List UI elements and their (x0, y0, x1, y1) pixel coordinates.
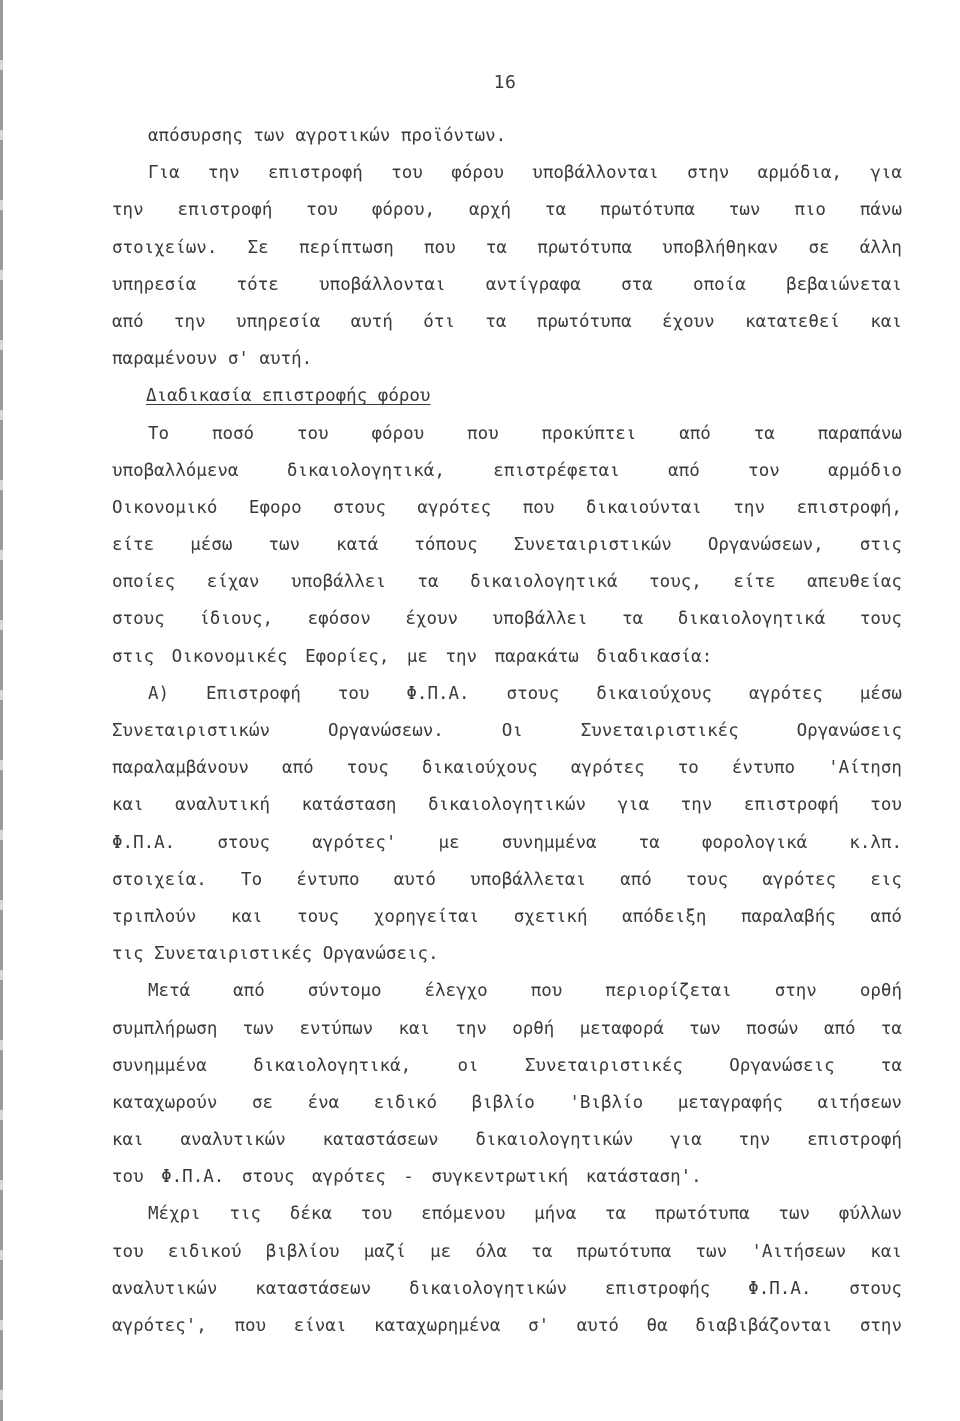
word: έντυπο (731, 758, 796, 779)
word: τα (485, 311, 507, 332)
word: κατάσταση (301, 795, 397, 816)
word: στα (621, 274, 653, 295)
word: του (870, 795, 902, 816)
word: τα (880, 1055, 902, 1076)
word: Οικονομικές (171, 646, 288, 667)
word: και (870, 1241, 902, 1262)
word: αναλυτική (175, 795, 270, 816)
word: του (360, 1204, 393, 1225)
word: φορολογικά (701, 832, 808, 853)
word: επιστροφής (604, 1278, 711, 1299)
word: την (112, 200, 144, 221)
word: και (870, 311, 902, 332)
word: δικαιολογητικών (409, 1278, 568, 1299)
word: για (670, 1130, 702, 1151)
text-line (112, 564, 902, 601)
word: από (282, 758, 314, 779)
text-line (112, 601, 902, 638)
word: του (306, 200, 338, 221)
word: δικαιολογητικά, (253, 1055, 412, 1076)
word: που (234, 1316, 267, 1336)
word: που (424, 237, 456, 258)
word: 'Αιτήσεων (751, 1241, 847, 1262)
scan-margin-edge (0, 0, 3, 1421)
word: συγκεντρωτική (431, 1167, 569, 1188)
word: στις (112, 646, 155, 667)
word: ποσών (746, 1018, 799, 1039)
word: και (112, 1130, 144, 1151)
word: ορθή (512, 1018, 555, 1039)
word: υποβαλλόμενα (112, 460, 239, 481)
word: Το (148, 423, 170, 444)
word: Φ.Π.Α. (112, 832, 176, 853)
word: παρακάτω (494, 646, 579, 667)
text-line (112, 787, 902, 824)
word: είτε (112, 535, 155, 556)
word: Οργανώσεων. (327, 721, 444, 741)
word: δικαιολογητικά (470, 572, 618, 593)
word: υποβάλλονται (532, 163, 659, 184)
word: στους (241, 1167, 295, 1188)
text-line (112, 527, 902, 564)
word: και (230, 906, 263, 927)
word: επόμενου (421, 1204, 506, 1225)
word: πάνω (859, 200, 902, 221)
word: δικαιούνται (585, 497, 702, 518)
word: Συνεταιριστικών (513, 535, 672, 556)
word: πρωτότυπα (576, 1241, 672, 1262)
word: δικαιολογητικά, (286, 460, 445, 481)
word: αντίγραφα (485, 274, 581, 295)
word: αυτό (393, 869, 436, 890)
word: την (738, 1130, 771, 1151)
word: φόρου (451, 163, 504, 184)
word: έλεγχο (424, 981, 488, 1002)
word: τα (545, 200, 567, 221)
word: τους (686, 869, 729, 890)
word: οποία (693, 274, 746, 295)
word: τους, (649, 572, 702, 593)
text-line (112, 490, 902, 527)
section-heading-text: Διαδικασία επιστροφής φόρου (146, 386, 431, 407)
word: πιο (794, 200, 826, 221)
word: αυτό (576, 1316, 619, 1336)
word: φόρου (371, 423, 425, 444)
word: θα (646, 1316, 668, 1336)
text-line (112, 1159, 902, 1196)
word: οποίες (112, 572, 176, 593)
word: μεταφορά (579, 1018, 664, 1039)
word: όλα (475, 1241, 507, 1262)
word: του (296, 423, 329, 444)
word: τους (297, 906, 340, 927)
word: υποβλήθηκαν (662, 237, 779, 258)
word: του (391, 163, 423, 184)
word: παραλαμβάνουν (112, 758, 249, 779)
text-line (112, 1196, 902, 1233)
word: επιστροφή (177, 200, 273, 221)
word: απευθείας (807, 572, 902, 593)
text-line (112, 192, 902, 229)
word: υποβάλλει (291, 572, 386, 593)
text-line (112, 1308, 902, 1345)
word: τις (229, 1204, 262, 1225)
document-body (112, 118, 902, 1345)
text-line (112, 825, 902, 862)
word: απόδειξη (622, 906, 707, 927)
text-line (112, 1085, 902, 1122)
word: πρωτότυπα (654, 1204, 750, 1225)
word: από (112, 311, 144, 332)
word: Μετά (148, 981, 191, 1002)
word: έντυπο (296, 869, 360, 890)
text-line (112, 676, 902, 713)
word: δικαιολογητικά (677, 609, 826, 630)
word: εφόσον (307, 609, 371, 630)
word: βιβλίο (471, 1092, 535, 1113)
word: των (728, 200, 761, 221)
word: επιστροφή (268, 163, 363, 184)
word: είχαν (206, 572, 260, 593)
word: κατά (336, 535, 379, 556)
word: φύλλων (838, 1204, 902, 1225)
word: υπηρεσία (112, 274, 197, 295)
word: 'Αίτηση (828, 758, 902, 779)
word: Συνεταιριστικές (524, 1055, 683, 1076)
word: στην (687, 163, 730, 184)
word: επιστροφή (807, 1130, 902, 1151)
word: τα (753, 423, 775, 444)
word: ένα (307, 1092, 340, 1113)
word: τα (638, 832, 660, 853)
word: τότε (236, 274, 279, 295)
word: Μέχρι (148, 1204, 201, 1225)
word: με (430, 1241, 452, 1262)
word: των (268, 535, 301, 556)
word: ειδικού (167, 1241, 242, 1262)
word: αγρότες (749, 683, 823, 704)
word: στοιχεία. (112, 869, 207, 890)
word: παραπάνω (817, 423, 902, 444)
word: Σε (247, 237, 269, 258)
word: από (620, 869, 652, 890)
word: στοιχείων. (112, 237, 218, 258)
word: τόπους (414, 535, 478, 556)
word: πρωτότυπα (536, 311, 632, 332)
word: μήνα (534, 1204, 577, 1225)
word: βεβαιώνεται (786, 274, 902, 295)
text-line (112, 155, 902, 192)
word: Οικονομικό (112, 497, 218, 518)
word: Οργανώσεων, (707, 535, 824, 556)
text-line (112, 899, 902, 936)
word: τα (880, 1018, 902, 1039)
word: τα (485, 237, 507, 258)
word: Οι (501, 721, 523, 741)
word: σε (251, 1092, 274, 1113)
text-line: απόσυρσης των αγροτικών προϊόντων. (148, 126, 507, 146)
word: δέκα (289, 1204, 332, 1225)
word: φόρου, (371, 200, 436, 221)
text-line: παραμένουν σ' αυτή. (112, 349, 313, 370)
word: των (242, 1018, 275, 1039)
word: την (208, 163, 240, 184)
word: Φ.Π.Α. (406, 683, 470, 704)
word: στην (774, 981, 817, 1002)
word: δικαιολογητικών (427, 795, 586, 816)
text-line (112, 1122, 902, 1159)
word: οι (457, 1055, 479, 1076)
word: επιστροφή, (796, 497, 902, 518)
word: αιτήσεων (817, 1092, 902, 1113)
word: τους (346, 758, 389, 779)
word: αναλυτικών (180, 1130, 286, 1151)
word: Το (241, 869, 263, 890)
word: αυτή (350, 311, 393, 332)
word: Οργανώσεις (729, 1055, 835, 1076)
word: καταχωρημένα (374, 1316, 501, 1336)
word: προκύπτει (541, 423, 637, 444)
word: και (112, 795, 144, 816)
word: κ.λπ. (849, 832, 902, 853)
word: που (522, 497, 555, 518)
word: και (398, 1018, 431, 1039)
text-line (112, 453, 902, 490)
word: την (174, 311, 206, 332)
word: στις (859, 535, 902, 556)
word: τα (531, 1241, 553, 1262)
word: είτε (733, 572, 776, 593)
word: είναι (293, 1316, 347, 1336)
word: το (677, 758, 699, 779)
word: από (823, 1018, 856, 1039)
word: την (680, 795, 713, 816)
word: των (695, 1241, 728, 1262)
word: μαζί (363, 1241, 406, 1262)
word: του (112, 1167, 144, 1188)
word: ίδιους, (199, 609, 274, 630)
word: σχετική (513, 906, 588, 927)
text-line (112, 1011, 902, 1048)
text-line: τις Συνεταιριστικές Οργανώσεις. (112, 944, 439, 965)
word: υποβάλλονται (319, 274, 446, 295)
word: διαβιβάζονται (695, 1316, 833, 1336)
word: βιβλίου (265, 1241, 340, 1262)
word: μέσω (859, 683, 902, 704)
word: Συνεταιριστικές (580, 721, 739, 741)
word: με (406, 646, 428, 667)
word: δικαιολογητικών (475, 1130, 634, 1151)
text-line (112, 862, 902, 899)
word: σύντομο (307, 981, 382, 1002)
text-line (112, 1234, 902, 1271)
word: από (668, 460, 700, 481)
word: που (530, 981, 563, 1002)
word: την (445, 646, 478, 667)
word: τα (622, 609, 644, 630)
word: καταστάσεων (322, 1130, 439, 1151)
word: στους (217, 832, 271, 853)
word: συμπλήρωση (112, 1018, 218, 1039)
word: περίπτωση (298, 237, 394, 258)
word: κατατεθεί (745, 311, 840, 332)
word: υπηρεσία (236, 311, 321, 332)
word: για (617, 795, 650, 816)
text-line (112, 713, 902, 750)
word: για (870, 163, 902, 184)
word: Οργανώσεις (796, 721, 902, 741)
word: καταστάσεων (255, 1278, 372, 1299)
word: του (112, 1241, 144, 1262)
word: υποβάλλεται (470, 869, 586, 890)
word: των (778, 1204, 811, 1225)
word: στους (506, 683, 560, 704)
word: σ' (528, 1316, 550, 1336)
word: διαδικασία: (596, 646, 713, 667)
word: αρμόδια, (757, 163, 842, 184)
word: αγρότες', (112, 1316, 207, 1336)
word: τριπλούν (112, 906, 197, 927)
word: Α) (148, 683, 170, 704)
word: Φ.Π.Α. (161, 1167, 225, 1188)
text-line (112, 304, 902, 341)
word: πρωτότυπα (600, 200, 695, 221)
word: συνημμένα (112, 1055, 207, 1076)
word: Για (148, 163, 180, 184)
word: δικαιούχους (421, 758, 538, 779)
word: την (455, 1018, 487, 1039)
word: αγρότες (312, 1167, 386, 1188)
word: - (403, 1167, 414, 1188)
word: αγρότες (762, 869, 837, 890)
text-line (112, 230, 902, 267)
word: επιστρέφεται (493, 460, 620, 481)
word: εις (870, 869, 902, 890)
word: καταχωρούν (112, 1092, 218, 1113)
word: Συνεταιριστικών (112, 721, 271, 741)
word: αναλυτικών (112, 1278, 218, 1299)
word: ποσό (211, 423, 255, 444)
word: την (733, 497, 765, 518)
text-line (112, 973, 902, 1010)
word: μεταγραφής (677, 1092, 784, 1113)
word: Εφορο (248, 497, 302, 518)
word: άλλη (859, 237, 902, 258)
word: από (870, 906, 902, 927)
word: στην (859, 1316, 902, 1336)
word: υποβάλλει (492, 609, 588, 630)
word: δικαιούχους (596, 683, 713, 704)
word: Φ.Π.Α. (748, 1278, 812, 1299)
word: τα (417, 572, 439, 593)
word: πρωτότυπα (537, 237, 633, 258)
word: εντύπων (299, 1018, 374, 1039)
word: στους (112, 609, 165, 630)
word: αγρότες (417, 497, 492, 518)
word: ειδικό (373, 1092, 437, 1113)
word: παραλαβής (740, 906, 836, 927)
text-line (112, 1048, 902, 1085)
word: ορθή (859, 981, 902, 1002)
word: ότι (423, 311, 455, 332)
word: σε (808, 237, 830, 258)
text-line (112, 267, 902, 304)
text-line (112, 416, 902, 453)
word: Επιστροφή (206, 683, 301, 704)
text-line (112, 639, 902, 676)
word: 'Βιβλίο (569, 1092, 644, 1113)
text-line (112, 750, 902, 787)
word: τα (605, 1204, 627, 1225)
word: αγρότες (570, 758, 645, 779)
word: Εφορίες, (305, 646, 390, 667)
page-number: 16 (493, 72, 517, 93)
word: περιορίζεται (605, 981, 732, 1002)
word: που (467, 423, 499, 444)
word: στους (849, 1278, 902, 1299)
word: κατάσταση'. (585, 1167, 702, 1188)
word: τον (748, 460, 780, 481)
word: έχουν (405, 609, 459, 630)
word: με (438, 832, 460, 853)
word: αρχή (468, 200, 512, 221)
word: του (337, 683, 370, 704)
word: χορηγείται (373, 906, 480, 927)
word: έχουν (662, 311, 715, 332)
word: αγρότες' (312, 832, 397, 853)
word: από (679, 423, 711, 444)
word: συνημμένα (501, 832, 597, 853)
word: των (689, 1018, 721, 1039)
word: από (233, 981, 265, 1002)
word: αρμόδιο (828, 460, 902, 481)
word: μέσω (190, 535, 233, 556)
word: επιστροφή (743, 795, 839, 816)
section-heading (112, 378, 902, 415)
text-line (112, 1271, 902, 1308)
word: στους (333, 497, 386, 518)
word: τους (859, 609, 902, 630)
